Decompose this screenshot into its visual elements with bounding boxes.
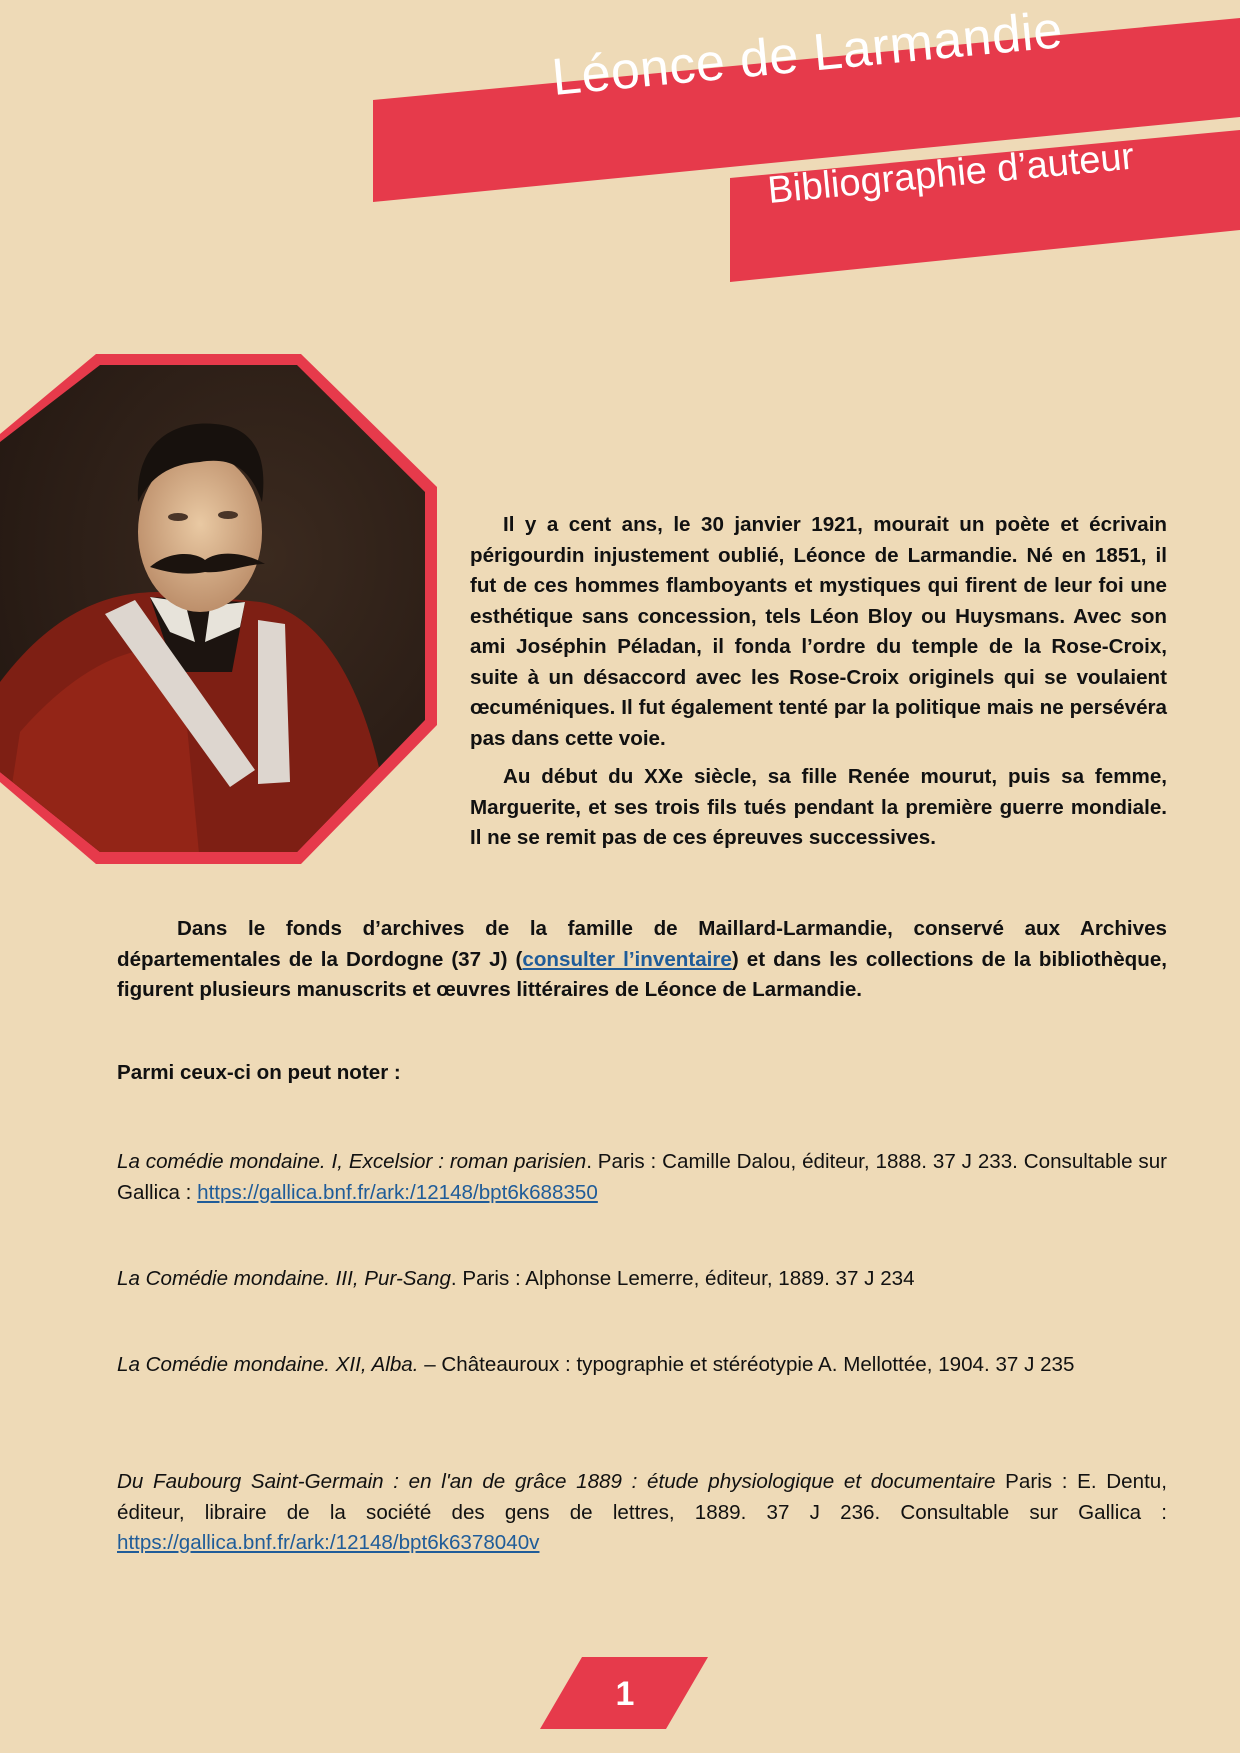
entry-title: La comédie mondaine. I, Excelsior : roman parisien [117, 1150, 587, 1173]
gallica-link[interactable]: https://gallica.bnf.fr/ark:/12148/bpt6k688350 [197, 1180, 598, 1204]
bibliography-entry [117, 1467, 1167, 1559]
entry-details: – Châteauroux : typographie et stéréotypie A. Mellottée, 1904. 37 J 235 [418, 1353, 1075, 1376]
page-number: 1 [615, 1674, 635, 1713]
intro-text-after: ) et dans les collections de la bibliothèque, figurent plusieurs manuscrits et œuvres littéraires de Léonce de Larmandie. [117, 947, 1167, 1001]
entry-title: La Comédie mondaine. III, Pur-Sang [117, 1267, 451, 1290]
page-number-badge [540, 1657, 710, 1731]
inventory-link[interactable]: consulter l’inventaire [522, 947, 732, 971]
entry-details: Paris : E. Dentu, éditeur, libraire de la société des gens de lettres, 1889. 37 J 236. Consultable sur Gallica : [117, 1470, 1167, 1524]
archives-intro [117, 914, 1167, 1006]
portrait-image [0, 352, 440, 864]
intro-text-before: Dans le fonds d’archives de la famille de Maillard-Larmandie, conservé aux Archives départementales de la Dordogne (37 J) ( [117, 917, 1167, 971]
page-subtitle: Bibliographie d’auteur [765, 135, 1136, 213]
bibliography-entry [117, 1350, 1167, 1381]
entry-title: Du Faubourg Saint-Germain : en l'an de grâce 1889 : étude physiologique et documentaire [117, 1470, 996, 1493]
entry-details: . Paris : Alphonse Lemerre, éditeur, 1889. 37 J 234 [450, 1267, 915, 1290]
bibliography-entry [117, 1147, 1167, 1208]
list-lead: Parmi ceux-ci on peut noter : [117, 1061, 401, 1084]
entry-details: . Paris : Camille Dalou, éditeur, 1888. 37 J 233. Consultable sur Gallica : [117, 1150, 1168, 1204]
bio-paragraph-1: Il y a cent ans, le 30 janvier 1921, mourait un poète et écrivain périgourdin injustement oublié, Léonce de Larmandie. Né en 1851, il fut de ces hommes flamboyants et mystiques qui firent de leur foi une esthétique sans concession, tels Léon Bloy ou Huysmans. Avec son ami Joséphin Péladan, il fonda l’ordre du temple de la Rose-Croix, suite à un désaccord avec les Rose-Croix originels qui se voulaient œcuméniques. Il fut également tenté par la politique mais ne persévéra pas dans cette voie. [470, 513, 1167, 750]
author-portrait [0, 352, 440, 864]
gallica-link[interactable]: https://gallica.bnf.fr/ark:/12148/bpt6k6378040v [117, 1531, 540, 1554]
entry-title: La Comédie mondaine. XII, Alba. [117, 1353, 419, 1376]
bio-paragraph-2: Au début du XXe siècle, sa fille Renée mourut, puis sa femme, Marguerite, et ses trois fils tués pendant la première guerre mondiale. Il ne se remit pas de ces épreuves successives. [470, 765, 1167, 849]
bibliography-entry [117, 1264, 1167, 1295]
biography-section [470, 510, 1167, 862]
page-title: Léonce de Larmandie [549, 1, 1066, 108]
intro-paragraph [117, 914, 1167, 1006]
